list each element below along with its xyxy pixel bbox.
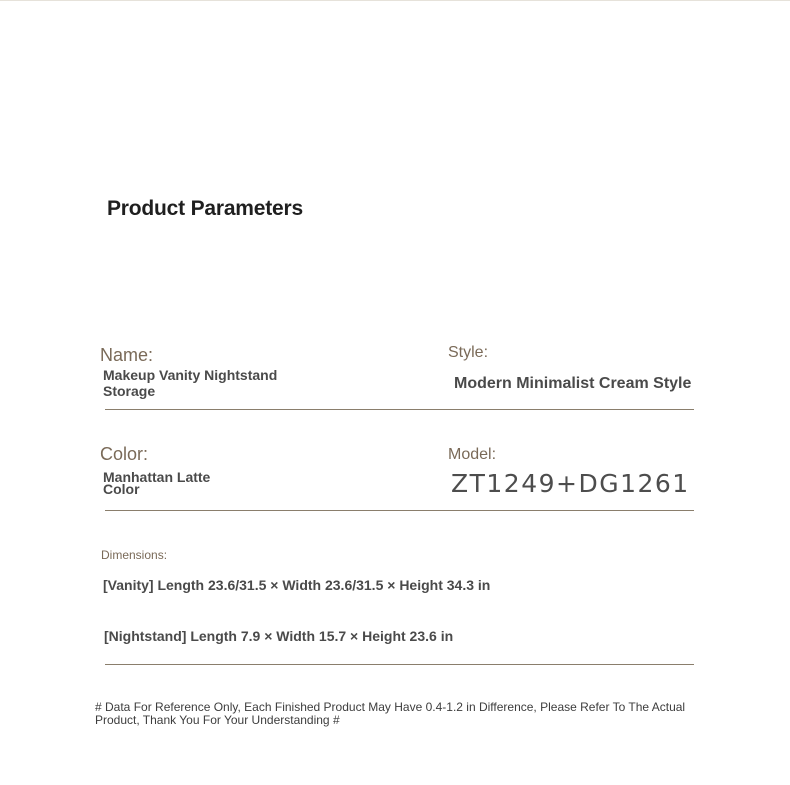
divider-row-2 [105,510,694,511]
reference-note: # Data For Reference Only, Each Finished Product May Have 0.4-1.2 in Difference, Please Refer To The Actual Product, Thank You For Your Understanding # [95,700,686,727]
color-label: Color: [100,444,149,464]
model-value: ZT1249+DG1261 [451,469,690,498]
style-value: Modern Minimalist Cream Style [454,375,692,392]
style-label: Style: [448,344,489,361]
color-value: Manhattan Latte Color [103,469,211,497]
dimensions-vanity: [Vanity] Length 23.6/31.5 × Width 23.6/31.5 × Height 34.3 in [103,577,491,593]
model-label: Model: [448,446,497,463]
name-value: Makeup Vanity Nightstand Storage [103,367,278,399]
dimensions-nightstand: [Nightstand] Length 7.9 × Width 15.7 × Height 23.6 in [104,628,454,644]
divider-row-3 [105,664,694,665]
name-label: Name: [100,345,154,365]
divider-row-1 [105,409,694,410]
page-title: Product Parameters [107,197,303,220]
dimensions-label: Dimensions: [101,548,168,562]
top-border [0,0,790,1]
